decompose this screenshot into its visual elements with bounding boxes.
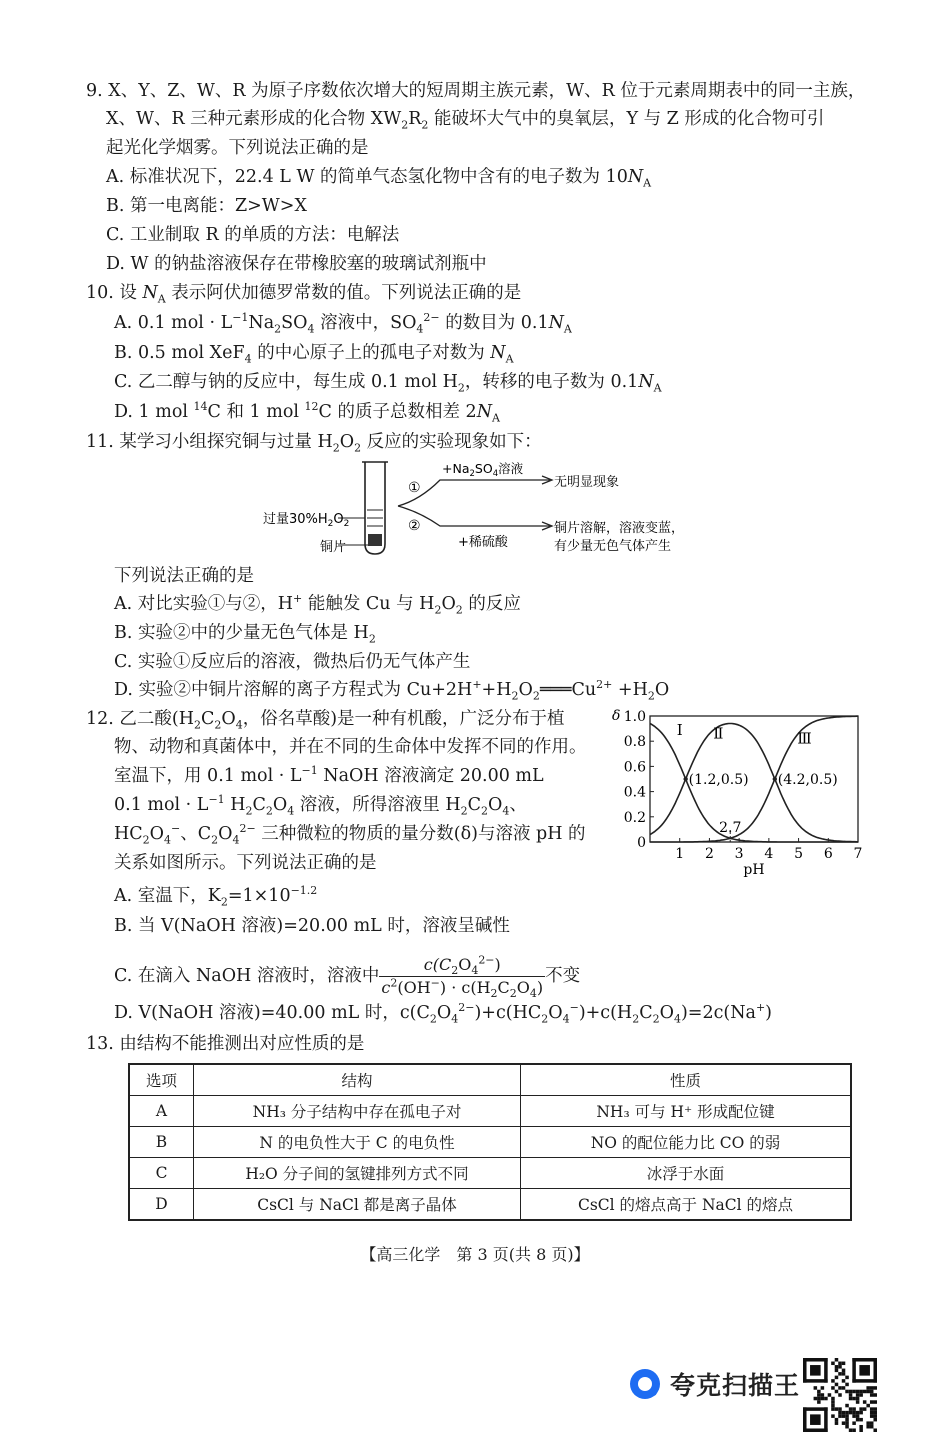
y-tick-label: 0.8 (623, 734, 646, 751)
q12-distribution-chart (606, 702, 868, 880)
q11-option-b: B. 实验②中的少量无色气体是 $H_2$ (114, 623, 376, 646)
branch-2-marker: ② (408, 518, 421, 534)
qr-module (831, 1404, 835, 1408)
x-tick-label: 2 (704, 846, 714, 862)
q10-option-d: D. 1 mol $^{14}$C 和 1 mol $^{12}$C 的质子总数相差 $2N_A$ (114, 400, 500, 425)
qr-module (870, 1425, 874, 1429)
qr-module (831, 1397, 835, 1401)
qr-module (810, 1414, 821, 1425)
qr-module (870, 1421, 874, 1425)
qr-module (849, 1397, 853, 1401)
q10-stem: 10. 设 $N_A$ 表示阿伏加德罗常数的值。下列说法正确的是 (86, 283, 522, 306)
qr-module (859, 1407, 863, 1411)
qr-module (849, 1393, 853, 1397)
qr-module (838, 1386, 842, 1390)
qr-module (852, 1428, 856, 1432)
q12-option-d: D. V(NaOH 溶液)=40.00 mL 时，$c(C_2O_4^{2-})+c(HC_2O_4^-)+c(H_2C_2O_4)=2c(Na^+)$ (114, 1001, 772, 1026)
table-cell: 冰浮于水面 (521, 1158, 852, 1189)
qr-module (803, 1407, 828, 1411)
qr-module (866, 1421, 870, 1425)
qr-module (870, 1414, 874, 1418)
qr-module (842, 1369, 846, 1373)
qr-module (835, 1358, 839, 1362)
table-cell: B (129, 1127, 194, 1158)
qr-module (838, 1414, 842, 1418)
qr-module (821, 1397, 825, 1401)
table-header-row (129, 1064, 851, 1096)
qr-module (835, 1365, 839, 1369)
qr-module (838, 1407, 842, 1411)
annotation-label: (4.2,0.5) (777, 772, 838, 788)
qr-module (849, 1407, 853, 1411)
qr-module (856, 1414, 860, 1418)
scanner-brand (628, 1362, 800, 1406)
series-label-3: Ⅲ (797, 729, 812, 748)
qr-module (852, 1358, 856, 1383)
x-tick-label: 3 (734, 846, 744, 862)
qr-module (817, 1400, 821, 1404)
q12-option-b: B. 当 V(NaOH 溶液)=20.00 mL 时，溶液呈碱性 (114, 916, 510, 936)
qr-module (849, 1428, 853, 1432)
y-tick-label: 0 (637, 835, 646, 851)
qr-code-icon (803, 1358, 877, 1432)
x-tick-label: 7 (853, 846, 863, 862)
result-1: 无明显现象 (554, 475, 620, 490)
qr-module (856, 1390, 860, 1394)
qr-module (845, 1425, 849, 1429)
qr-module (873, 1418, 877, 1422)
annotation-point (773, 777, 777, 781)
qr-module (852, 1390, 856, 1394)
qr-module (866, 1425, 870, 1429)
qr-module (842, 1414, 846, 1418)
qr-module (852, 1407, 856, 1411)
q9-option-a: A. 标准状况下，22.4 L W 的简单气态氢化物中含有的电子数为 $10N_A$ (106, 167, 652, 190)
q10-option-a: A. 0.1 mol · $L^{-1}Na_2SO_4$ 溶液中，$SO_4^{2-}$ 的数目为 $0.1N_A$ (114, 311, 572, 336)
qr-module (831, 1362, 835, 1366)
qr-module (859, 1418, 863, 1422)
q11-experiment-diagram (250, 456, 700, 566)
q12-stem-line1: 12. 乙二酸($H_2C_2O_4$，俗名草酸)是一种有机酸，广泛分布于植 (86, 709, 565, 732)
qr-module (852, 1411, 856, 1415)
q12-stem-line6: 关系如图所示。下列说法正确的是 (114, 853, 377, 873)
q12-stem-line2: 物、动物和真菌体中，并在不同的生命体中发挥不同的作用。 (114, 737, 587, 757)
table-header-cell: 性质 (521, 1064, 852, 1096)
result-2-line2: 有少量无色气体产生 (554, 539, 672, 554)
qr-module (873, 1400, 877, 1404)
qr-module (842, 1379, 846, 1383)
q9-option-b: B. 第一电离能：Z>W>X (106, 196, 307, 216)
q9-option-d: D. W 的钠盐溶液保存在带橡胶塞的玻璃试剂瓶中 (106, 254, 487, 274)
qr-module (870, 1411, 874, 1415)
qr-module (831, 1386, 835, 1390)
qr-module (842, 1421, 846, 1425)
qr-module (856, 1418, 860, 1422)
qr-module (870, 1386, 874, 1390)
branch-1-marker: ① (408, 480, 421, 496)
qr-module (821, 1386, 825, 1390)
table-row (129, 1158, 851, 1189)
qr-module (842, 1372, 846, 1376)
page-footer: 【高三化学 第 3 页(共 8 页)】 (360, 1245, 590, 1264)
qr-module (817, 1397, 821, 1401)
qr-module (856, 1400, 860, 1404)
qr-module (831, 1400, 835, 1404)
x-tick-label: 5 (794, 846, 804, 862)
q11-option-a: A. 对比实验①与②，H+ 能触发 Cu 与 $H_2O_2$ 的反应 (114, 592, 521, 617)
qr-module (838, 1362, 842, 1366)
qr-module (866, 1404, 870, 1408)
qr-module (803, 1358, 807, 1383)
qr-module (870, 1390, 874, 1394)
table-cell: CsCl 的熔点高于 NaCl 的熔点 (521, 1189, 852, 1221)
qr-module (817, 1390, 821, 1394)
qr-module (856, 1411, 860, 1415)
qr-module (835, 1418, 839, 1422)
qr-module (866, 1386, 870, 1390)
qr-module (859, 1411, 863, 1415)
qr-module (845, 1411, 849, 1415)
series-label-1: Ⅰ (676, 720, 683, 739)
copper-piece (368, 534, 382, 546)
table-cell: NH₃ 可与 H⁺ 形成配位键 (521, 1096, 852, 1127)
quark-logo-icon (628, 1367, 662, 1401)
qr-module (856, 1393, 860, 1397)
table-row (129, 1189, 851, 1221)
qr-module (852, 1358, 877, 1362)
qr-module (873, 1358, 877, 1383)
q12-option-a: A. 室温下，$K_2=1\times 10^{-1.2}$ (114, 884, 318, 909)
qr-module (845, 1383, 849, 1387)
qr-module (852, 1379, 877, 1383)
qr-module (824, 1397, 828, 1401)
qr-module (835, 1407, 839, 1411)
qr-module (849, 1390, 853, 1394)
qr-module (803, 1379, 828, 1383)
qr-module (824, 1407, 828, 1432)
qr-module (803, 1428, 828, 1432)
qr-module (838, 1411, 842, 1415)
table-header-cell: 选项 (129, 1064, 194, 1096)
qr-module (873, 1428, 877, 1432)
table-cell: N 的电负性大于 C 的电负性 (194, 1127, 521, 1158)
qr-module (842, 1362, 846, 1366)
qr-module (870, 1393, 874, 1397)
qr-module (859, 1393, 863, 1397)
qr-module (859, 1425, 863, 1429)
table-cell: C (129, 1158, 194, 1189)
q10-option-c: C. 乙二醇与钠的反应中，每生成 0.1 mol $H_2$，转移的电子数为 $0.1N_A$ (114, 372, 662, 395)
qr-module (835, 1376, 839, 1380)
y-tick-label: 1.0 (623, 709, 646, 725)
qr-module (814, 1397, 818, 1401)
qr-module (852, 1414, 856, 1418)
qr-module (845, 1421, 849, 1425)
x-tick-label: 4 (764, 846, 774, 862)
x-tick-label: 1 (675, 846, 685, 862)
table-row (129, 1127, 851, 1158)
qr-module (849, 1411, 853, 1415)
qr-module (831, 1407, 835, 1411)
table-cell: H₂O 分子间的氢键排列方式不同 (194, 1158, 521, 1189)
q11-option-d: D. 实验②中铜片溶解的离子方程式为 $Cu+2H^++H_2O_2═══Cu^{2+} +H_2O$ (114, 678, 670, 703)
qr-module (863, 1400, 867, 1404)
q9-stem-line2: X、W、R 三种元素形成的化合物 $XW_2R_2$ 能破坏大气中的臭氧层，Y 与 Z 形成的化合物可引 (106, 109, 825, 132)
qr-module (863, 1390, 867, 1394)
table-cell: D (129, 1189, 194, 1221)
result-2-line1: 铜片溶解，溶液变蓝， (554, 521, 685, 536)
add-na2so4-label: $+Na_2SO_4$溶液 (442, 461, 524, 479)
qr-module (831, 1379, 835, 1383)
table-cell: CsCl 与 NaCl 都是离子晶体 (194, 1189, 521, 1221)
q12-stem-line3: 室温下，用 0.1 mol · $L^{-1}$ NaOH 溶液滴定 20.00 mL (114, 764, 544, 786)
annotation-point (683, 777, 687, 781)
q13-stem: 13. 由结构不能推测出对应性质的是 (86, 1034, 365, 1054)
qr-module (814, 1386, 818, 1390)
qr-module (870, 1407, 874, 1411)
q9-stem-line1: 9. X、Y、Z、W、R 为原子序数依次增大的短周期主族元素，W、R 位于元素周期表中的同一主族， (86, 81, 866, 101)
qr-module (859, 1428, 863, 1432)
qr-module (859, 1390, 863, 1394)
qr-module (838, 1372, 842, 1376)
qr-module (852, 1397, 856, 1401)
qr-module (845, 1404, 849, 1408)
y-axis-label: δ (612, 708, 621, 724)
copper-label: 铜片 (320, 540, 347, 555)
q13-table (128, 1063, 852, 1221)
qr-module (852, 1421, 856, 1425)
qr-module (835, 1390, 839, 1394)
q11-option-c: C. 实验①反应后的溶液，微热后仍无气体产生 (114, 652, 471, 672)
annotation-label: (1.2,0.5) (688, 772, 749, 788)
qr-module (831, 1414, 835, 1418)
add-h2so4-label: +稀硫酸 (458, 535, 508, 550)
qr-module (866, 1390, 870, 1394)
qr-module (824, 1358, 828, 1383)
qr-module (856, 1397, 860, 1401)
qr-module (803, 1407, 807, 1432)
qr-module (838, 1393, 842, 1397)
q9-option-c: C. 工业制取 R 的单质的方法：电解法 (106, 225, 400, 245)
qr-module (842, 1411, 846, 1415)
qr-module (859, 1365, 870, 1376)
table-cell: NO 的配位能力比 CO 的弱 (521, 1127, 852, 1158)
q12-stem-line4: 0.1 mol · $L^{-1}$ $H_2C_2O_4$ 溶液，所得溶液里 $H_2C_2O_4$、 (114, 793, 527, 818)
x-axis-label: pH (743, 862, 765, 878)
q9-stem-line3: 起光化学烟雾。下列说法正确的是 (106, 138, 369, 158)
qr-module (873, 1386, 877, 1390)
qr-module (817, 1393, 821, 1397)
qr-module (835, 1421, 839, 1425)
series-label-2: Ⅱ (713, 724, 724, 743)
q11-question: 下列说法正确的是 (114, 566, 254, 586)
table-cell: NH₃ 分子结构中存在孤电子对 (194, 1096, 521, 1127)
q11-stem: 11. 某学习小组探究铜与过量 $H_2O_2$ 反应的实验现象如下： (86, 432, 542, 455)
y-tick-label: 0.2 (623, 809, 646, 826)
qr-module (845, 1390, 849, 1394)
qr-module (845, 1376, 849, 1380)
x-tick-label: 6 (823, 846, 833, 862)
annotation-label: 2.7 (719, 820, 742, 836)
qr-module (803, 1358, 828, 1362)
table-cell: A (129, 1096, 194, 1127)
q12-stem-line5: $HC_2O_4^-$、$C_2O_4^{2-}$ 三种微粒的物质的量分数(δ)与溶液 pH 的 (114, 822, 586, 847)
qr-module (835, 1369, 839, 1373)
qr-module (873, 1393, 877, 1397)
y-tick-label: 0.6 (623, 759, 646, 776)
qr-module (870, 1400, 874, 1404)
qr-module (873, 1411, 877, 1415)
qr-module (845, 1414, 849, 1418)
qr-module (842, 1386, 846, 1390)
qr-module (838, 1365, 842, 1369)
y-tick-label: 0.4 (623, 784, 646, 801)
q12-option-c: C. 在滴入 NaOH 溶液时，溶液中 $\frac{c(C_2O_4^{2-})}{c^2(OH^-) \cdot c(H_2C_2O_4)}$ 不变 (114, 953, 581, 1001)
qr-module (845, 1418, 849, 1422)
qr-module (863, 1407, 867, 1411)
qr-module (873, 1414, 877, 1418)
qr-module (873, 1407, 877, 1411)
qr-module (835, 1383, 839, 1387)
table-row (129, 1096, 851, 1127)
qr-module (810, 1365, 821, 1376)
table-header-cell: 结构 (194, 1064, 521, 1096)
brand-name: 夸克扫描王 (670, 1371, 801, 1400)
reagent-label: 过量$30\%H_2O_2$ (263, 512, 350, 529)
q10-option-b: B. 0.5 mol XeF$_4$ 的中心原子上的孤电子对数为 $N_A$ (114, 343, 514, 366)
qr-module (821, 1393, 825, 1397)
qr-module (828, 1393, 832, 1397)
